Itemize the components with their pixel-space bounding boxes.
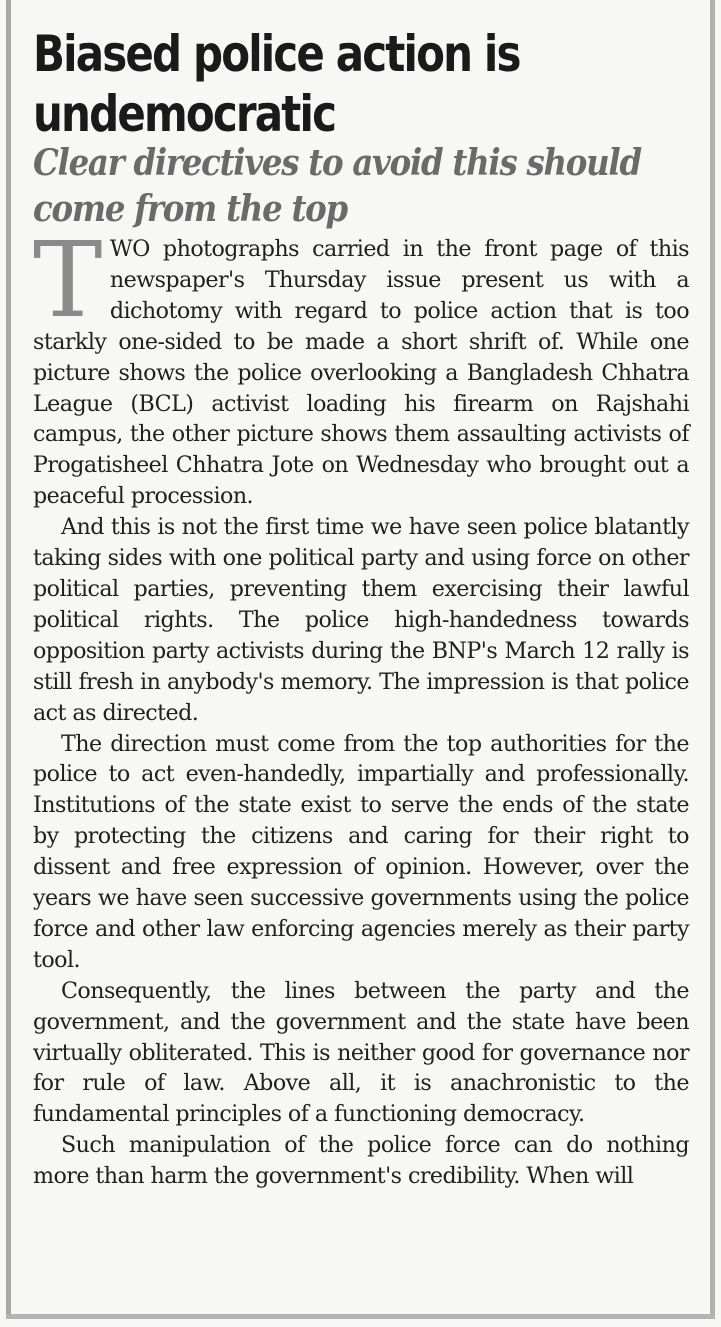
editorial-article	[33, 24, 689, 1192]
subheadline: Clear directives to avoid this should come from the top	[33, 142, 641, 230]
paragraph-3: The direction must come from the top authorities for the police to act even-handedly, impartially and professionally. Institutions of the state exist to serve the ends of the state by protecting the citizens and caring for their right to dissent and free expression of opinion. However, over the years we have seen successive governments using the police force and other law enforcing agencies merely as their party tool.	[33, 730, 689, 973]
drop-cap: T	[33, 219, 102, 341]
paragraph-2: And this is not the first time we have seen police blatantly taking sides with one political party and using force on other political parties, preventing them exercising their lawful political rights. The police high-handedness towards opposition party activists during the BNP's March 12 rally is still fresh in anybody's memory. The impression is that police act as directed.	[33, 514, 689, 726]
paragraph-1	[33, 219, 689, 512]
headline: Biased police action is undemocratic	[33, 25, 520, 143]
column-rule-bottom	[6, 1314, 715, 1319]
article-body	[33, 219, 689, 1192]
paragraph-5: Such manipulation of the police force can do nothing more than harm the government's credibility. When will	[33, 1132, 689, 1190]
column-rule-right	[710, 0, 715, 1318]
column-rule-left	[6, 0, 11, 1318]
paragraph-1-text: WO photographs carried in the front page of this newspaper's Thursday issue present us with a dichotomy with regard to police action that is too starkly one-sided to be made a short shrift of. While one picture shows the police overlooking a Bangladesh Chhatra League (BCL) activist loading his firearm on Rajshahi campus, the other picture shows them assaulting activists of Progatisheel Chhatra Jote on Wednesday who brought out a peaceful procession.	[33, 236, 689, 510]
paragraph-4: Consequently, the lines between the party and the government, and the government and the state have been virtually obliterated. This is neither good for governance nor for rule of law. Above all, it is anachronistic to the fundamental principles of a functioning democracy.	[33, 977, 689, 1128]
